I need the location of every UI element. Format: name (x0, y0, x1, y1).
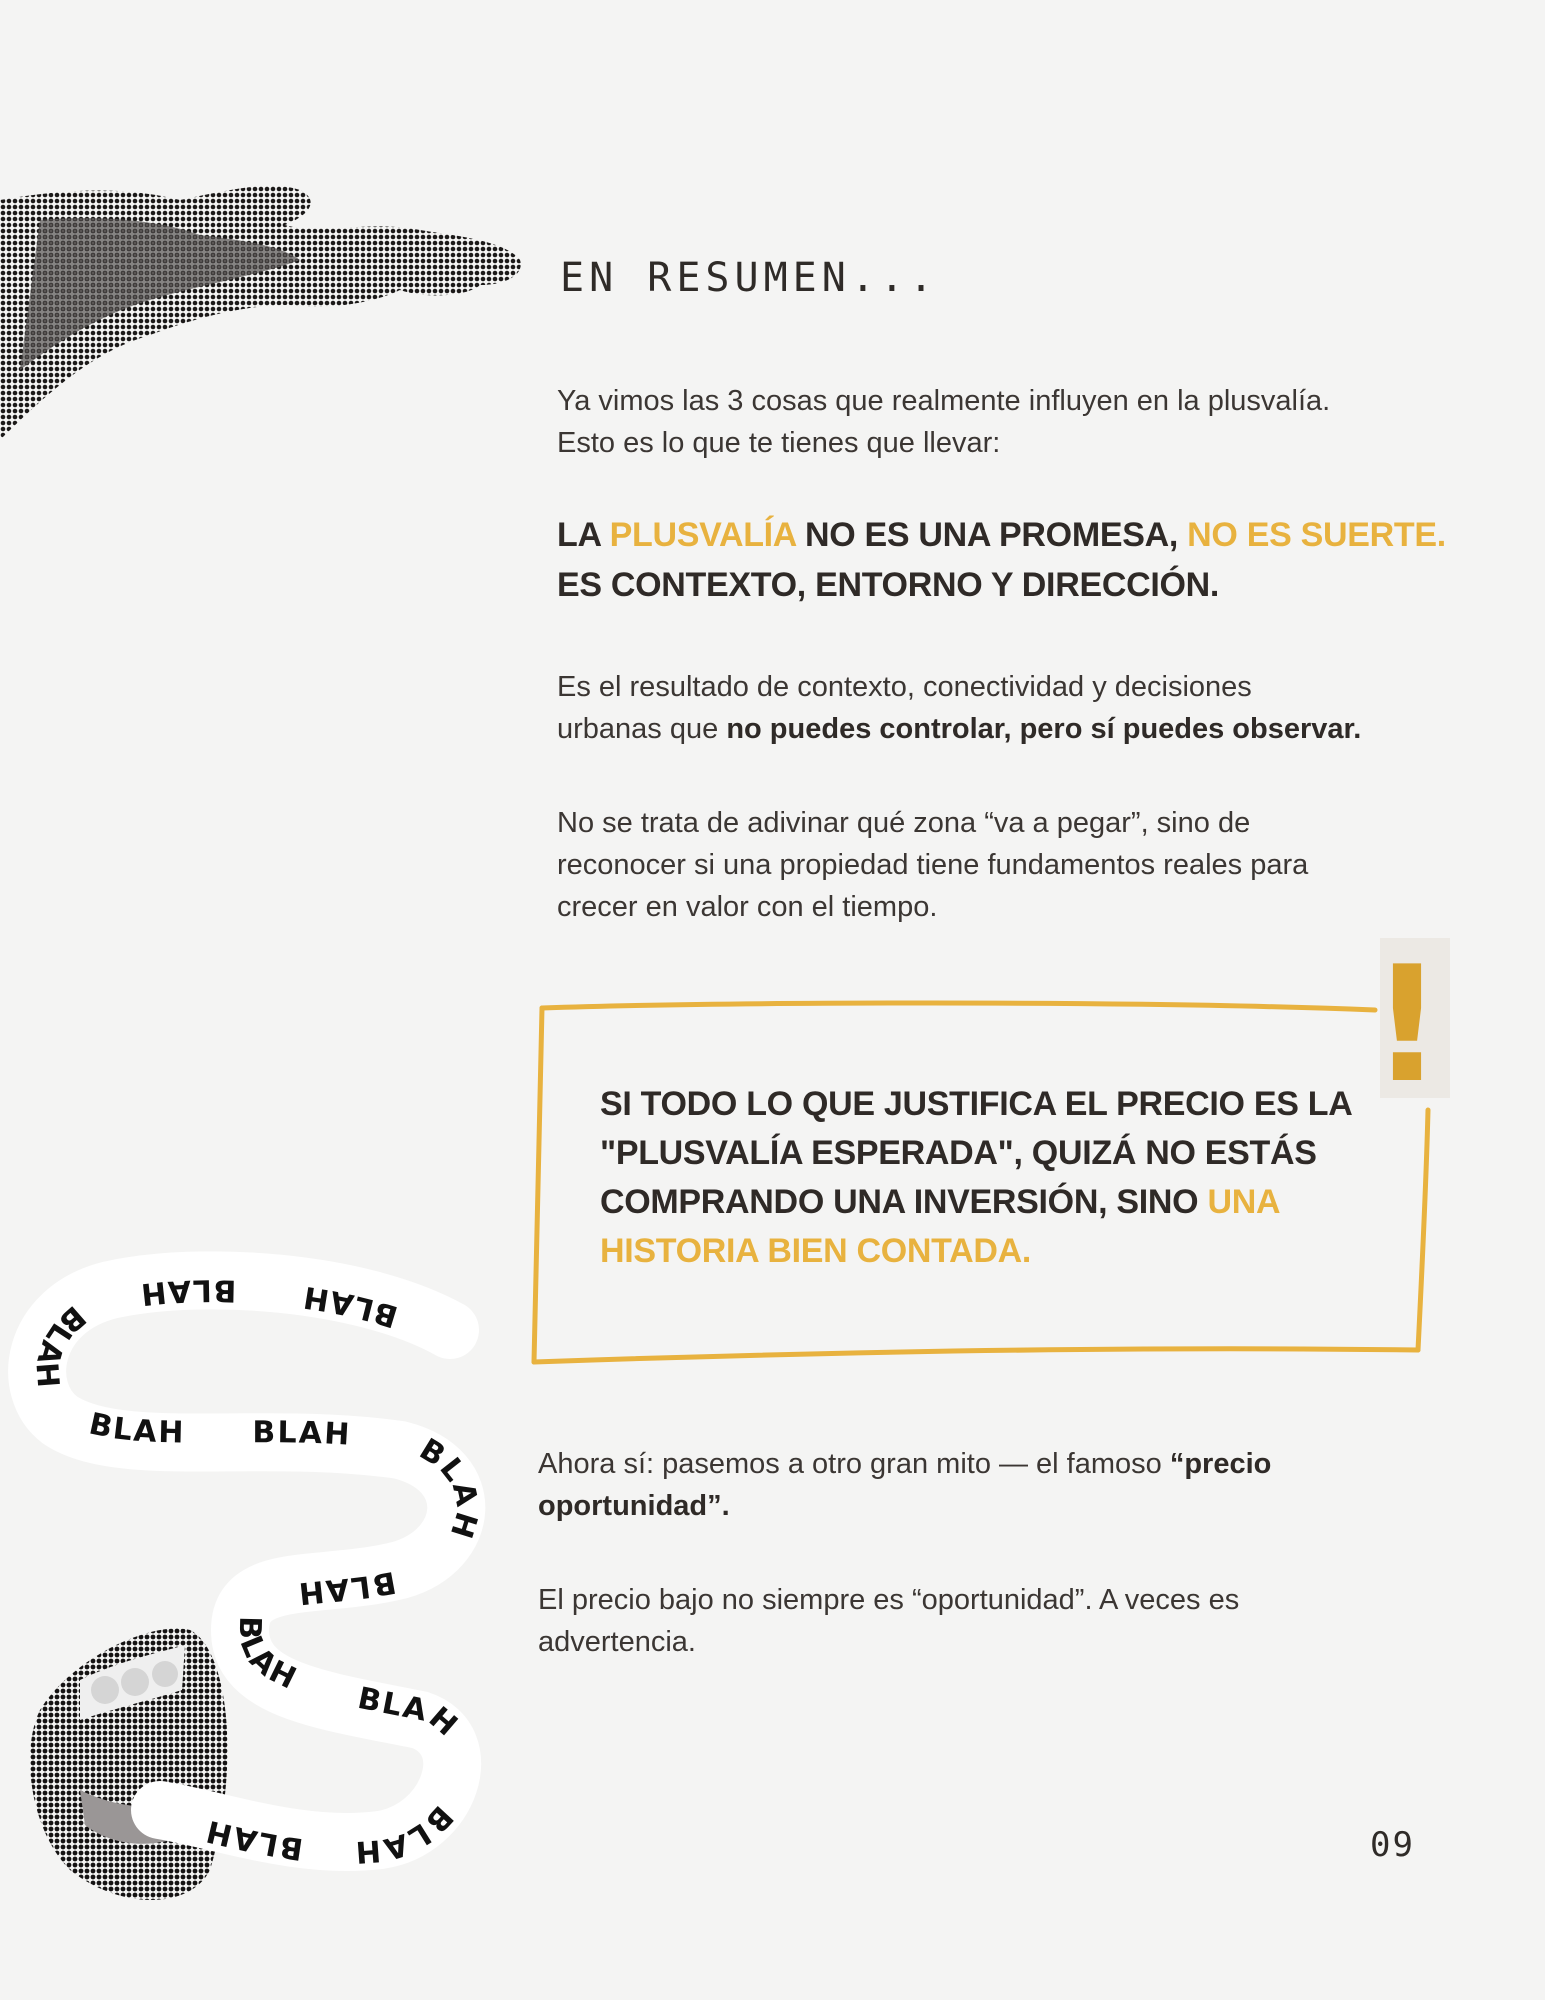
blah-text: BLAH (352, 1798, 460, 1870)
blah-text: BLAH (252, 1415, 353, 1453)
page-number: 09 (1370, 1825, 1415, 1865)
low-price-paragraph: El precio bajo no siempre es “oportunidad”. A veces es advertencia. (538, 1584, 1240, 1658)
intro-line: Ya vimos las 3 cosas que realmente influyen en la plusvalía. (557, 385, 1331, 417)
blah-text: BLAH (413, 1431, 485, 1545)
section-heading: EN RESUMEN... (560, 255, 939, 301)
blah-ribbon-illustration (0, 1250, 500, 1910)
statement-line-1: LA PLUSVALÍA NO ES UNA PROMESA, NO ES SUERTE. (557, 516, 1446, 554)
guessing-paragraph: No se trata de adivinar qué zona “va a pegar”, sino de reconocer si una propiedad tiene fundamentos reales para crecer en valor con el tiempo. (557, 807, 1309, 923)
blah-text: BLAH (85, 1406, 186, 1451)
svg-text:BLAH (137, 1272, 236, 1311)
intro-paragraph (557, 380, 1330, 464)
shouting-mouth-icon (30, 1628, 227, 1900)
svg-text:BLAH (252, 1415, 352, 1452)
blah-text: BLAH (354, 1680, 466, 1745)
context-paragraph: Es el resultado de contexto, conectividad y decisiones urbanas que no puedes controlar, pero sí puedes observar. (557, 671, 1362, 745)
blah-text: BLAH (28, 1298, 93, 1391)
key-statement (557, 510, 1446, 610)
intro-line: Esto es lo que te tienes que llevar: (557, 427, 1001, 459)
next-myth-paragraph: Ahora sí: pasemos a otro gran mito — el famoso “precio oportunidad”. (538, 1448, 1272, 1522)
blah-text: BLAH (295, 1563, 399, 1611)
open-hand-icon (0, 180, 530, 440)
blah-text: BLAH (201, 1812, 306, 1867)
blah-text: BLAH (231, 1615, 304, 1698)
blah-text: BLAH (299, 1278, 402, 1334)
exclamation-icon: ! (1370, 931, 1444, 1118)
callout-text: SI TODO LO QUE JUSTIFICA EL PRECIO ES LA "PLUSVALÍA ESPERADA", QUIZÁ NO ESTÁS COMPRANDO UNA INVERSIÓN, SINO UNA HISTORIA BIEN CONTADA. (600, 1085, 1353, 1270)
blah-text: BLAH (137, 1272, 237, 1312)
statement-line-2: ES CONTEXTO, ENTORNO Y DIRECCIÓN. (557, 566, 1220, 604)
